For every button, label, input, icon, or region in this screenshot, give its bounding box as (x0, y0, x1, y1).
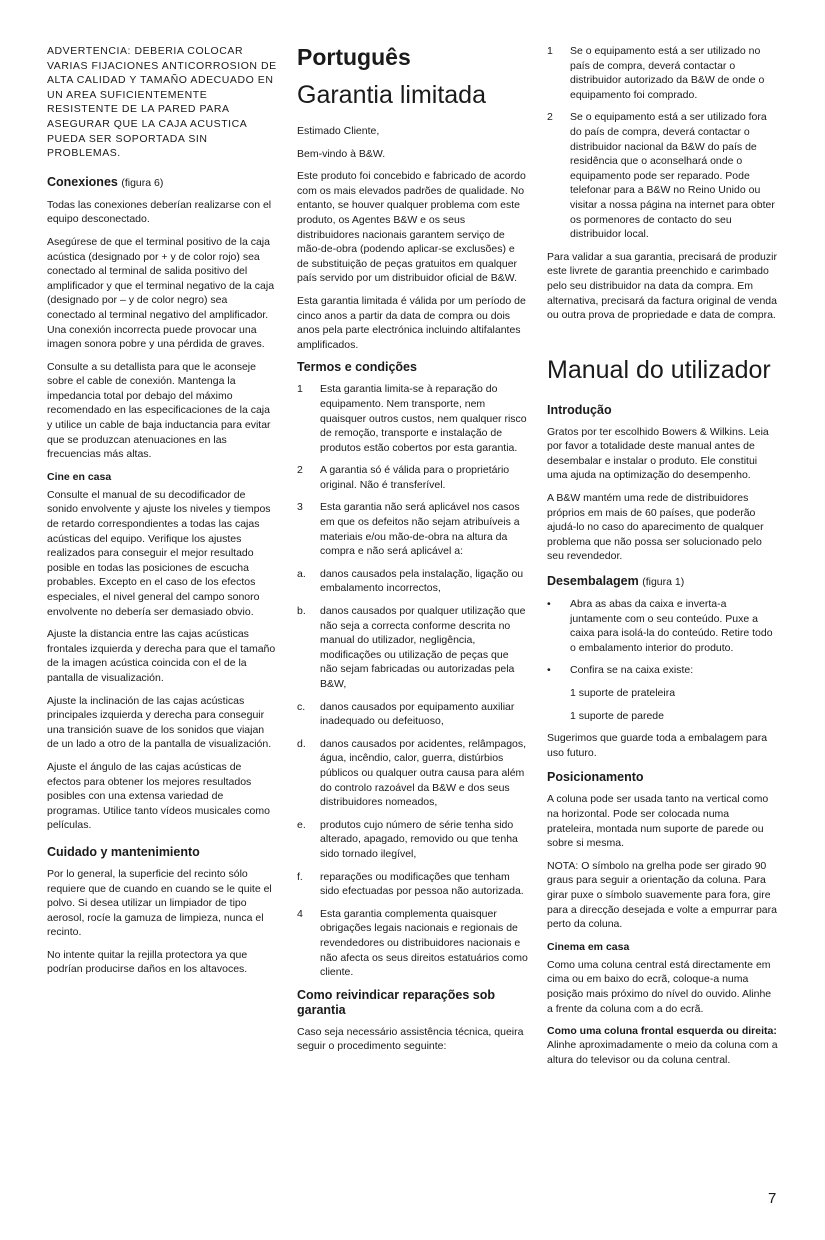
item-number: b. (297, 605, 306, 618)
garantia-title: Garantia limitada (297, 81, 486, 109)
box-content-item: 1 suporte de prateleira (570, 687, 676, 699)
welcome: Bem-vindo à B&W. (297, 147, 386, 160)
paragraph: A coluna pode ser usada tanto na vertical como na horizontal. Pode ser colocada numa prateleira, montada num suporte de parede ou sobre si mesma. (547, 793, 769, 850)
conexiones-title: Conexiones (47, 174, 118, 189)
bullet-item (547, 663, 778, 678)
list-item (297, 737, 528, 810)
item-text: A garantia só é válida para o proprietário original. Não é transferível. (320, 464, 510, 491)
reivindicar-heading: Como reivindicar reparações sob garantia (297, 987, 495, 1017)
item-text: danos causados por equipamento auxiliar inadequado ou defeituoso, (320, 700, 515, 728)
list-item (297, 604, 528, 692)
paragraph: Ajuste la distancia entre las cajas acústicas frontales izquierda y derecha para que el tamaño de la imagen acústica coincida con el de la pantalla de visualización. (47, 628, 276, 684)
item-number: 2 (297, 464, 303, 477)
item-number: d. (297, 737, 306, 750)
portuguese-warranty-column (297, 44, 528, 1062)
item-number: a. (297, 567, 306, 580)
item-text: danos causados pela instalação, ligação ou embalamento incorrectos, (320, 567, 524, 595)
warning-text: ADVERTENCIA: DEBERIA COLOCAR VARIAS FIJACIONES ANTICORROSION DE ALTA CALIDAD Y TAMAÑO ADECUADO EN UN AREA SUFICIENTEMENTE RESISTENTE DE LA PARED PARA ASEGURAR QUE LA CAJA ACUSTICA PUEDA SER SOPORTADA SIN PROBLEMAS. (47, 45, 277, 160)
desembalagem-title: Desembalagem (547, 574, 639, 589)
item-number: 2 (547, 111, 553, 124)
item-text: Se o equipamento está a ser utilizado fora do país de compra, deverá contactar o distribuidor nacional da B&W do país de residência que o aconselhará onde o equipamento pode ser reparado. Pode telefonar para a B&W no Reino Unido ou visitar a nossa página na internet para obter os pormenores de contacto do seu distribuidor local. (570, 111, 775, 241)
termos-heading: Termos e condições (297, 360, 417, 375)
paragraph: No intente quitar la rejilla protectora ya que podrían producirse daños en los altavoces. (47, 948, 248, 976)
cuidado-heading: Cuidado y mantenimiento (47, 844, 200, 859)
desembalagem-figure-ref: (figura 1) (642, 576, 685, 589)
paragraph: Esta garantia limitada é válida por um período de cinco anos a partir da data de compra ou dois anos pela parte electrónica incluindo altifalantes amplificados. (297, 294, 526, 351)
manual-title: Manual do utilizador (547, 355, 771, 384)
paragraph: Sugerimos que guarde toda a embalagem para uso futuro. (547, 732, 768, 759)
item-number: 4 (297, 907, 303, 920)
bullet: • (547, 598, 551, 611)
item-number: f. (297, 870, 303, 883)
list-item (297, 907, 528, 980)
frontal-heading: Como uma coluna frontal esquerda ou direita: (547, 1025, 777, 1038)
cine-heading: Cine en casa (47, 470, 112, 483)
bullet: • (547, 664, 551, 677)
item-text: Esta garantia complementa quaisquer obrigações legais nacionais e regionais de revendedores ou distribuidores nacionais e não afecta os seus direitos estatuários como cliente. (320, 907, 528, 979)
paragraph: Consulte el manual de su decodificador de sonido envolvente y ajuste los niveles y tiempos de retardo correspondientes a todas las cajas acústicas del equipo. Verifique los ajustes realizados para conseguir el mejor resultado posible en todas las posiciones de escucha probables. Excepto en el caso de los efectos especiales, el nivel general del campo sonoro envolvente no debería ser demasiado obvio. (47, 488, 271, 618)
item-text: reparações ou modificações que tenham sido efectuadas por pessoa não autorizada. (320, 870, 524, 898)
item-number: 3 (297, 501, 303, 514)
list-item (547, 44, 778, 102)
paragraph: NOTA: O símbolo na grelha pode ser girado 90 graus para seguir a orientação da coluna. Para girar puxe o símbolo suavemente para fora, gire para a direcção desejada e volte a empurrar para perto da coluna. (547, 859, 777, 931)
list-item (297, 700, 528, 729)
paragraph: Todas las conexiones deberían realizarse con el equipo desconectado. (47, 198, 272, 226)
paragraph: Gratos por ter escolhido Bowers & Wilkins. Leia por favor a totalidade deste manual antes de desembalar e instalar o produto. Ele constitui uma ajuda na optimização do desempenho. (547, 425, 769, 482)
paragraph: Como uma coluna central está directamente em cima ou em baixo do ecrã, coloque-a numa posição mais próximo do nível do ouvido. Alinhe a frente da coluna com a do ecrã. (547, 958, 772, 1015)
item-number: c. (297, 700, 306, 713)
paragraph: Caso seja necessário assistência técnica, queira seguir o procedimento seguinte: (297, 1025, 524, 1053)
portuguese-manual-column (547, 44, 778, 1075)
paragraph: Para validar a sua garantia, precisará de produzir este livrete de garantia preenchido e carimbado pelo seu distribuidor na data da compra. Em alternativa, precisará da factura original de venda ou outra prova de propriedade e data de compra. (547, 250, 777, 322)
list-item (297, 870, 528, 899)
item-text: Abra as abas da caixa e inverta-a juntamente com o seu conteúdo. Puxe a caixa para isolá-la do conteúdo. Retire todo o embalamento interior do produto. (570, 598, 773, 654)
conexiones-heading (47, 175, 278, 191)
paragraph: Ajuste la inclinación de las cajas acústicas principales izquierda y derecha para conseguir una transición suave de los sonidos que viajan de un lado a otro de la pantalla de visualización. (47, 694, 272, 751)
paragraph: Alinhe aproximadamente o meio da coluna com a altura do televisor ou da coluna central. (547, 1039, 778, 1066)
posicionamento-heading: Posicionamento (547, 770, 644, 785)
item-text: Confira se na caixa existe: (570, 664, 694, 677)
item-number: e. (297, 818, 306, 831)
list-item (547, 110, 778, 241)
paragraph: Ajuste el ángulo de las cajas acústicas de efectos para obtener los mejores resultados posibles con una extensa variedad de programas. Utilice tanto vídeos musicales como películas. (47, 760, 270, 832)
paragraph: Este produto foi concebido e fabricado de acordo com os mais elevados padrões de qualidade. No entanto, se houver qualquer problema com este produto, os Agentes B&W e os seus distribuidores nacionais garantem serviço de mão-de-obra (podendo aplicar-se exclusões) e de substituição de peças gratuitos em qualquer país servido por um distribuidor oficial de B&W. (297, 170, 526, 285)
page-number: 7 (768, 1190, 777, 1207)
item-text: produtos cujo número de série tenha sido alterado, apagado, removido ou que tenha sido tornado ilegível, (320, 818, 518, 860)
list-item (297, 567, 528, 596)
paragraph: Asegúrese de que el terminal positivo de la caja acústica (designado por + y de color rojo) sea conectado al terminal de salida positivo del amplificador y que el terminal negativo de la caja (designado por – y de color negro) sea conectado al terminal negativo del amplificador. Una conexión incorrecta puede provocar una imagen sonora pobre y una pérdida de graves. (47, 235, 275, 351)
item-number: 1 (297, 383, 303, 396)
item-text: Esta garantia não será aplicável nos casos em que os defeitos não sejam atribuíveis a materiais e/ou mão-de-obra na altura da compra e não será aplicável a: (320, 501, 520, 558)
item-number: 1 (547, 45, 553, 57)
termos-list (297, 382, 528, 979)
bullet-item (547, 597, 778, 655)
conexiones-figure-ref: (figura 6) (121, 176, 164, 189)
item-text: Se o equipamento está a ser utilizado no país de compra, deverá contactar o distribuidor autorizado da B&W de onde o equipamento foi comprado. (570, 45, 765, 101)
list-item (297, 382, 528, 455)
paragraph: Consulte a su detallista para que le aconseje sobre el cable de conexión. Mantenga la impedancia total por debajo del máximo recomendado en las especificaciones de la caja y utilice un cable de baja inductancia para evitar que se produzcan atenuaciones en las frecuencias más altas. (47, 360, 271, 461)
desembalagem-heading (547, 574, 778, 590)
list-item (297, 500, 528, 558)
paragraph: Por lo general, la superficie del recinto sólo requiere que de cuando en cuando se le quite el polvo. Si desea utilizar un limpiador de tipo aerosol, rocíe la gamuza de limpieza, nunca el recinto. (47, 867, 272, 939)
paragraph: A B&W mantém uma rede de distribuidores próprios em mais de 60 países, que poderão ajudá-lo no caso do aparecimento de qualquer problema que não possa ser solucionado pelo seu revendedor. (547, 492, 764, 563)
item-text: danos causados por acidentes, relâmpagos, água, incêndio, calor, guerra, distúrbios públicos ou qualquer outra causa para além do controlo razoável da B&W e dos seus distribuidores nomeados, (320, 737, 527, 809)
greeting: Estimado Cliente, (297, 125, 380, 137)
language-title: Português (297, 44, 411, 70)
item-text: danos causados por qualquer utilização que não seja a correcta conforme descrita no manual do utilizador, negligência, modificações ou utilização de peças que não sejam fabricadas ou autorizadas pela B&W, (320, 605, 526, 690)
cinema-heading: Cinema em casa (547, 940, 630, 953)
list-item (297, 463, 528, 492)
item-text: Esta garantia limita-se à reparação do equipamento. Nem transporte, nem quaisquer outros custos, nem qualquer risco de remoção, transporte e instalação de produtos estão cobertos por esta garantia. (320, 383, 527, 454)
spanish-column (47, 44, 278, 985)
list-item (297, 818, 528, 862)
introducao-heading: Introdução (547, 402, 612, 417)
box-content-item: 1 suporte de parede (570, 709, 664, 722)
